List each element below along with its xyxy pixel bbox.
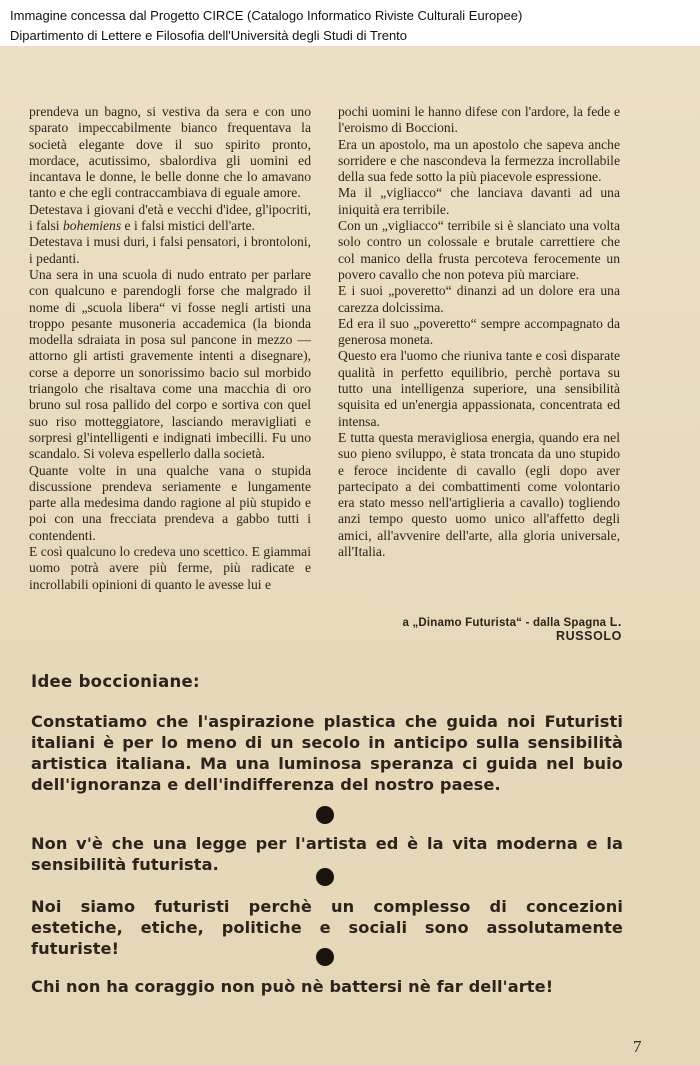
bullet-dot-icon xyxy=(316,868,334,886)
ideas-quote: Chi non ha coraggio non può nè battersi nè far dell'arte! xyxy=(31,977,554,996)
article-paragraph: Ed era il suo „poveretto“ sempre accompagnato da generosa moneta. xyxy=(338,315,620,348)
article-paragraph: E tutta questa meravigliosa energia, quando era nel suo pieno sviluppo, è stata troncata da uno stupido e feroce incidente di cavallo (egli dopo aver partecipato a dei combattimenti come volontario era stato messo nell'artiglieria a cavallo) togliendo anzi tempo questo uomo unico all'affetto degli amici, all'avvenire dell'arte, alla gloria universale, all'Italia. xyxy=(338,429,620,560)
article-paragraph: Ma il „vigliacco“ che lanciava davanti ad una iniquità era terribile. xyxy=(338,185,620,217)
bullet-dot-icon xyxy=(316,948,334,966)
signature-author: L. RUSSOLO xyxy=(555,615,622,643)
paragraph-text: e i falsi mistici dell'arte. xyxy=(121,218,255,234)
article-paragraph: Una sera in una scuola di nudo entrato per parlare con qualcuno e parendogli forse che malgrado il nome di „scuola libera“ vi fosse negli artisti una troppo pesante musoneria accademica (la bionda modella sdraiata in posa sul pancone in mezzo — attorno gli artisti gravemente intenti a disegnare), corse a deporre un sonorissimo bacio sul morbido triangolo che risaltava come una macchia di oro bruno sul rosa pallido del corpo e sortiva con quel suo riso motteggiatore, lasciando meravigliati e sorpresi gl'intelligenti e indignati imbecilli. Fu uno scandalo. Si voleva espellerlo dalla società. xyxy=(29,266,311,462)
bullet-dot-icon xyxy=(316,806,334,824)
article-paragraph: Questo era l'uomo che riuniva tante e così disparate qualità in perfetto equilibrio, perchè portava su tutto una intelligenza superiore, una sensibilità squisita ed un'energia appassionata, concentrata ed intensa. xyxy=(338,348,620,429)
image-credit-banner xyxy=(0,0,700,46)
article-paragraph: prendeva un bagno, si vestiva da sera e con uno sparato impeccabilmente bianco frequentava la società elegante dove il suo spirito pronto, mordace, acutissimo, sbalordiva gli uomini ed incantava le donne, le belle donne che lo amavano tanto e che egli contraccambiava di eguale amore. xyxy=(29,104,311,201)
credit-line-2: Dipartimento di Lettere e Filosofia dell'Università degli Studi di Trento xyxy=(10,28,408,43)
ideas-quote: Non v'è che una legge per l'artista ed è la vita moderna e la sensibilità futurista. xyxy=(31,834,623,874)
ideas-heading: Idee boccioniane: xyxy=(31,672,200,691)
article-paragraph: Con un „vigliacco“ terribile si è slanciato una volta solo contro un colossale e brutale carrettiere che col manico della frusta percoteva ferocemente un povero cavallo che non poteva più marciare. xyxy=(338,218,620,282)
signature-source: a „Dinamo Futurista“ - dalla Spagna xyxy=(402,617,607,629)
article-left-column xyxy=(29,104,311,593)
article-right-column xyxy=(338,104,620,560)
article-paragraph xyxy=(29,202,311,235)
italic-word: bohemiens xyxy=(62,218,122,234)
paragraph-text: Detestava i giovani d'età e vecchi d'idee, gl'ipocriti, i falsi xyxy=(29,201,311,234)
ideas-quote: Constatiamo che l'aspirazione plastica che guida noi Futuristi italiani è per lo meno di un secolo in anticipo sulla sensibilità artistica italiana. Ma una luminosa speranza ci guida nel buio dell'ignoranza e dell'indifferenza del nostro paese. xyxy=(31,712,623,794)
article-paragraph: Era un apostolo, ma un apostolo che sapeva anche sorridere e che nascondeva la fermezza incrollabile della sua fede sotto la più piacevole espressione. xyxy=(338,136,620,185)
page-number: 7 xyxy=(633,1037,642,1056)
article-paragraph: E i suoi „poveretto“ dinanzi ad un dolore era una carezza dolcissima. xyxy=(338,283,620,315)
article-paragraph: E così qualcuno lo credeva uno scettico. E giammai uomo potrà avere più ferme, più radicate e incrollabili opinioni di quanto le avesse lui e xyxy=(29,544,311,592)
magazine-page xyxy=(0,46,700,1065)
article-paragraph: Quante volte in una qualche vana o stupida discussione prendeva seriamente e lungamente parte alla medesima dando ragione al più stupido e poi con una frecciata prendeva a gabbo tutti i contendenti. xyxy=(29,462,311,543)
article-signature xyxy=(340,615,622,643)
credit-line-1: Immagine concessa dal Progetto CIRCE (Catalogo Informatico Riviste Culturali Europee) xyxy=(10,8,523,23)
article-paragraph: Detestava i musi duri, i falsi pensatori, i brontoloni, i pedanti. xyxy=(29,234,311,266)
article-paragraph: pochi uomini le hanno difese con l'ardore, la fede e l'eroismo di Boccioni. xyxy=(338,104,620,136)
ideas-quote: Noi siamo futuristi perchè un complesso di concezioni estetiche, etiche, politiche e sociali sono assolutamente futuriste! xyxy=(31,897,623,958)
